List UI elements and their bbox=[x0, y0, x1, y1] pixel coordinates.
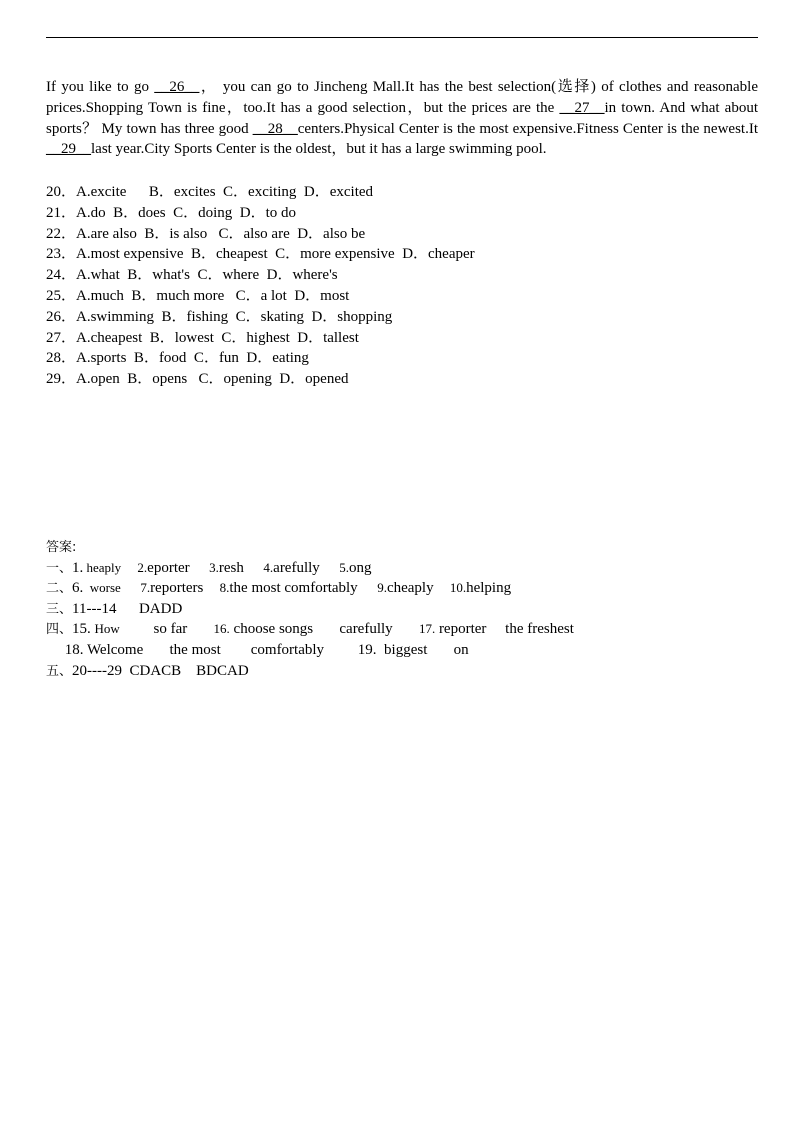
answer-heading-text: 答案: bbox=[46, 540, 77, 555]
question-options: A.open B．opens C．opening D．opened bbox=[76, 371, 349, 388]
question-options: A.are also B．is also C．also are D．also be bbox=[76, 225, 366, 242]
question-item bbox=[46, 286, 758, 307]
question-options: A.excite B．excites C．exciting D．excited bbox=[76, 184, 374, 200]
answer-text: choose songs carefully bbox=[229, 621, 419, 638]
question-options: A.sports B．food C．fun D．eating bbox=[76, 350, 309, 367]
question-options: A.much B．much more C．a lot D．most bbox=[76, 287, 350, 304]
question-number: 24． bbox=[46, 267, 77, 284]
answer-text: so far bbox=[119, 621, 214, 638]
blank-27: __27__ bbox=[559, 99, 605, 116]
passage-text: ， you can go to Jincheng Mall.It has the best selection(选择) of clothes and reasonable prices.Shopping Town is fine，too.It has a good selection，but the prices are the bbox=[46, 79, 759, 116]
answer-line-5 bbox=[46, 640, 758, 661]
section-marker: 二、 bbox=[46, 581, 73, 597]
answer-line-3 bbox=[46, 599, 758, 620]
answer-text: ong bbox=[349, 559, 372, 576]
question-number: 20． bbox=[46, 184, 77, 200]
question-options: A.cheapest B．lowest C．highest D．tallest bbox=[76, 329, 359, 346]
question-number: 28． bbox=[46, 350, 77, 367]
question-number: 26． bbox=[46, 308, 77, 325]
question-item bbox=[46, 203, 758, 224]
question-item bbox=[46, 369, 758, 390]
answer-text: 20----29 CDACB BDCAD bbox=[72, 662, 249, 679]
question-item bbox=[46, 224, 758, 245]
answer-text: 16. bbox=[213, 621, 230, 637]
answer-text: 15. bbox=[72, 621, 95, 638]
question-options: A.swimming B．fishing C．skating D．shopping bbox=[76, 308, 393, 325]
question-item bbox=[46, 182, 758, 203]
question-number: 29． bbox=[46, 371, 77, 388]
answer-text: eporter bbox=[147, 559, 190, 576]
section-marker: 三、 bbox=[46, 601, 73, 617]
answer-text: 8. bbox=[203, 580, 230, 596]
section-marker: 五、 bbox=[46, 663, 73, 679]
passage-text: last year.City Sports Center is the oldest，but it has a large swimming pool. bbox=[91, 141, 547, 158]
answer-text: 2. bbox=[121, 559, 148, 575]
answer-line-2 bbox=[46, 578, 758, 599]
question-item bbox=[46, 348, 758, 369]
question-number: 27． bbox=[46, 329, 77, 346]
answer-text: 1. bbox=[72, 559, 84, 576]
answer-text: the most comfortably bbox=[229, 580, 358, 597]
question-item bbox=[46, 244, 758, 265]
passage-text: in town. And what about sports？ My town has three good bbox=[46, 99, 758, 137]
answer-text: worse bbox=[83, 580, 121, 596]
question-number: 21． bbox=[46, 204, 77, 221]
passage-text: If you like to go bbox=[46, 79, 155, 95]
answer-text: 11---14 DADD bbox=[72, 600, 183, 617]
answer-text: heaply bbox=[83, 559, 122, 575]
answer-text: 4. bbox=[243, 559, 274, 575]
answer-key bbox=[46, 537, 758, 681]
answer-text: reporter the freshest bbox=[435, 621, 574, 638]
header-rule bbox=[46, 37, 758, 38]
blank-26: __26__ bbox=[154, 79, 200, 95]
answer-text: resh bbox=[218, 559, 244, 576]
answer-text: 6. bbox=[72, 580, 84, 597]
question-item bbox=[46, 328, 758, 349]
section-marker: 一、 bbox=[46, 560, 73, 576]
blank-29: __29__ bbox=[46, 141, 91, 158]
answer-line-6 bbox=[46, 661, 758, 682]
section-marker: 四、 bbox=[46, 622, 73, 638]
question-number: 25． bbox=[46, 287, 77, 304]
question-list bbox=[46, 182, 758, 390]
passage-text: centers.Physical Center is the most expensive.Fitness Center is the newest.It bbox=[297, 120, 759, 137]
answer-text: 9. bbox=[357, 580, 387, 596]
answer-text: arefully bbox=[273, 559, 320, 576]
question-options: A.what B．what's C．where D．where's bbox=[76, 267, 338, 284]
answer-text: 17. bbox=[418, 621, 436, 637]
question-item bbox=[46, 307, 758, 328]
answer-heading bbox=[46, 537, 758, 558]
question-options: A.do B．does C．doing D．to do bbox=[76, 204, 297, 221]
answer-text: How bbox=[94, 621, 120, 637]
answer-text: 10. bbox=[433, 580, 467, 596]
blank-28: __28__ bbox=[252, 120, 298, 137]
answer-line-4 bbox=[46, 619, 758, 640]
answer-text: 18. Welcome the most comfortably 19. biggest on bbox=[46, 641, 469, 658]
question-item bbox=[46, 265, 758, 286]
question-number: 23． bbox=[46, 246, 77, 263]
answer-line-1 bbox=[46, 558, 758, 579]
question-options: A.most expensive B．cheapest C．more expensive D．cheaper bbox=[76, 246, 475, 263]
answer-text: 5. bbox=[319, 559, 350, 575]
answer-text: reporters bbox=[150, 580, 204, 597]
cloze-passage bbox=[46, 77, 758, 160]
answer-text: helping bbox=[466, 580, 512, 597]
answer-text: 3. bbox=[189, 559, 219, 575]
answer-text: 7. bbox=[120, 580, 151, 596]
answer-text: cheaply bbox=[386, 580, 434, 597]
question-number: 22． bbox=[46, 225, 77, 242]
